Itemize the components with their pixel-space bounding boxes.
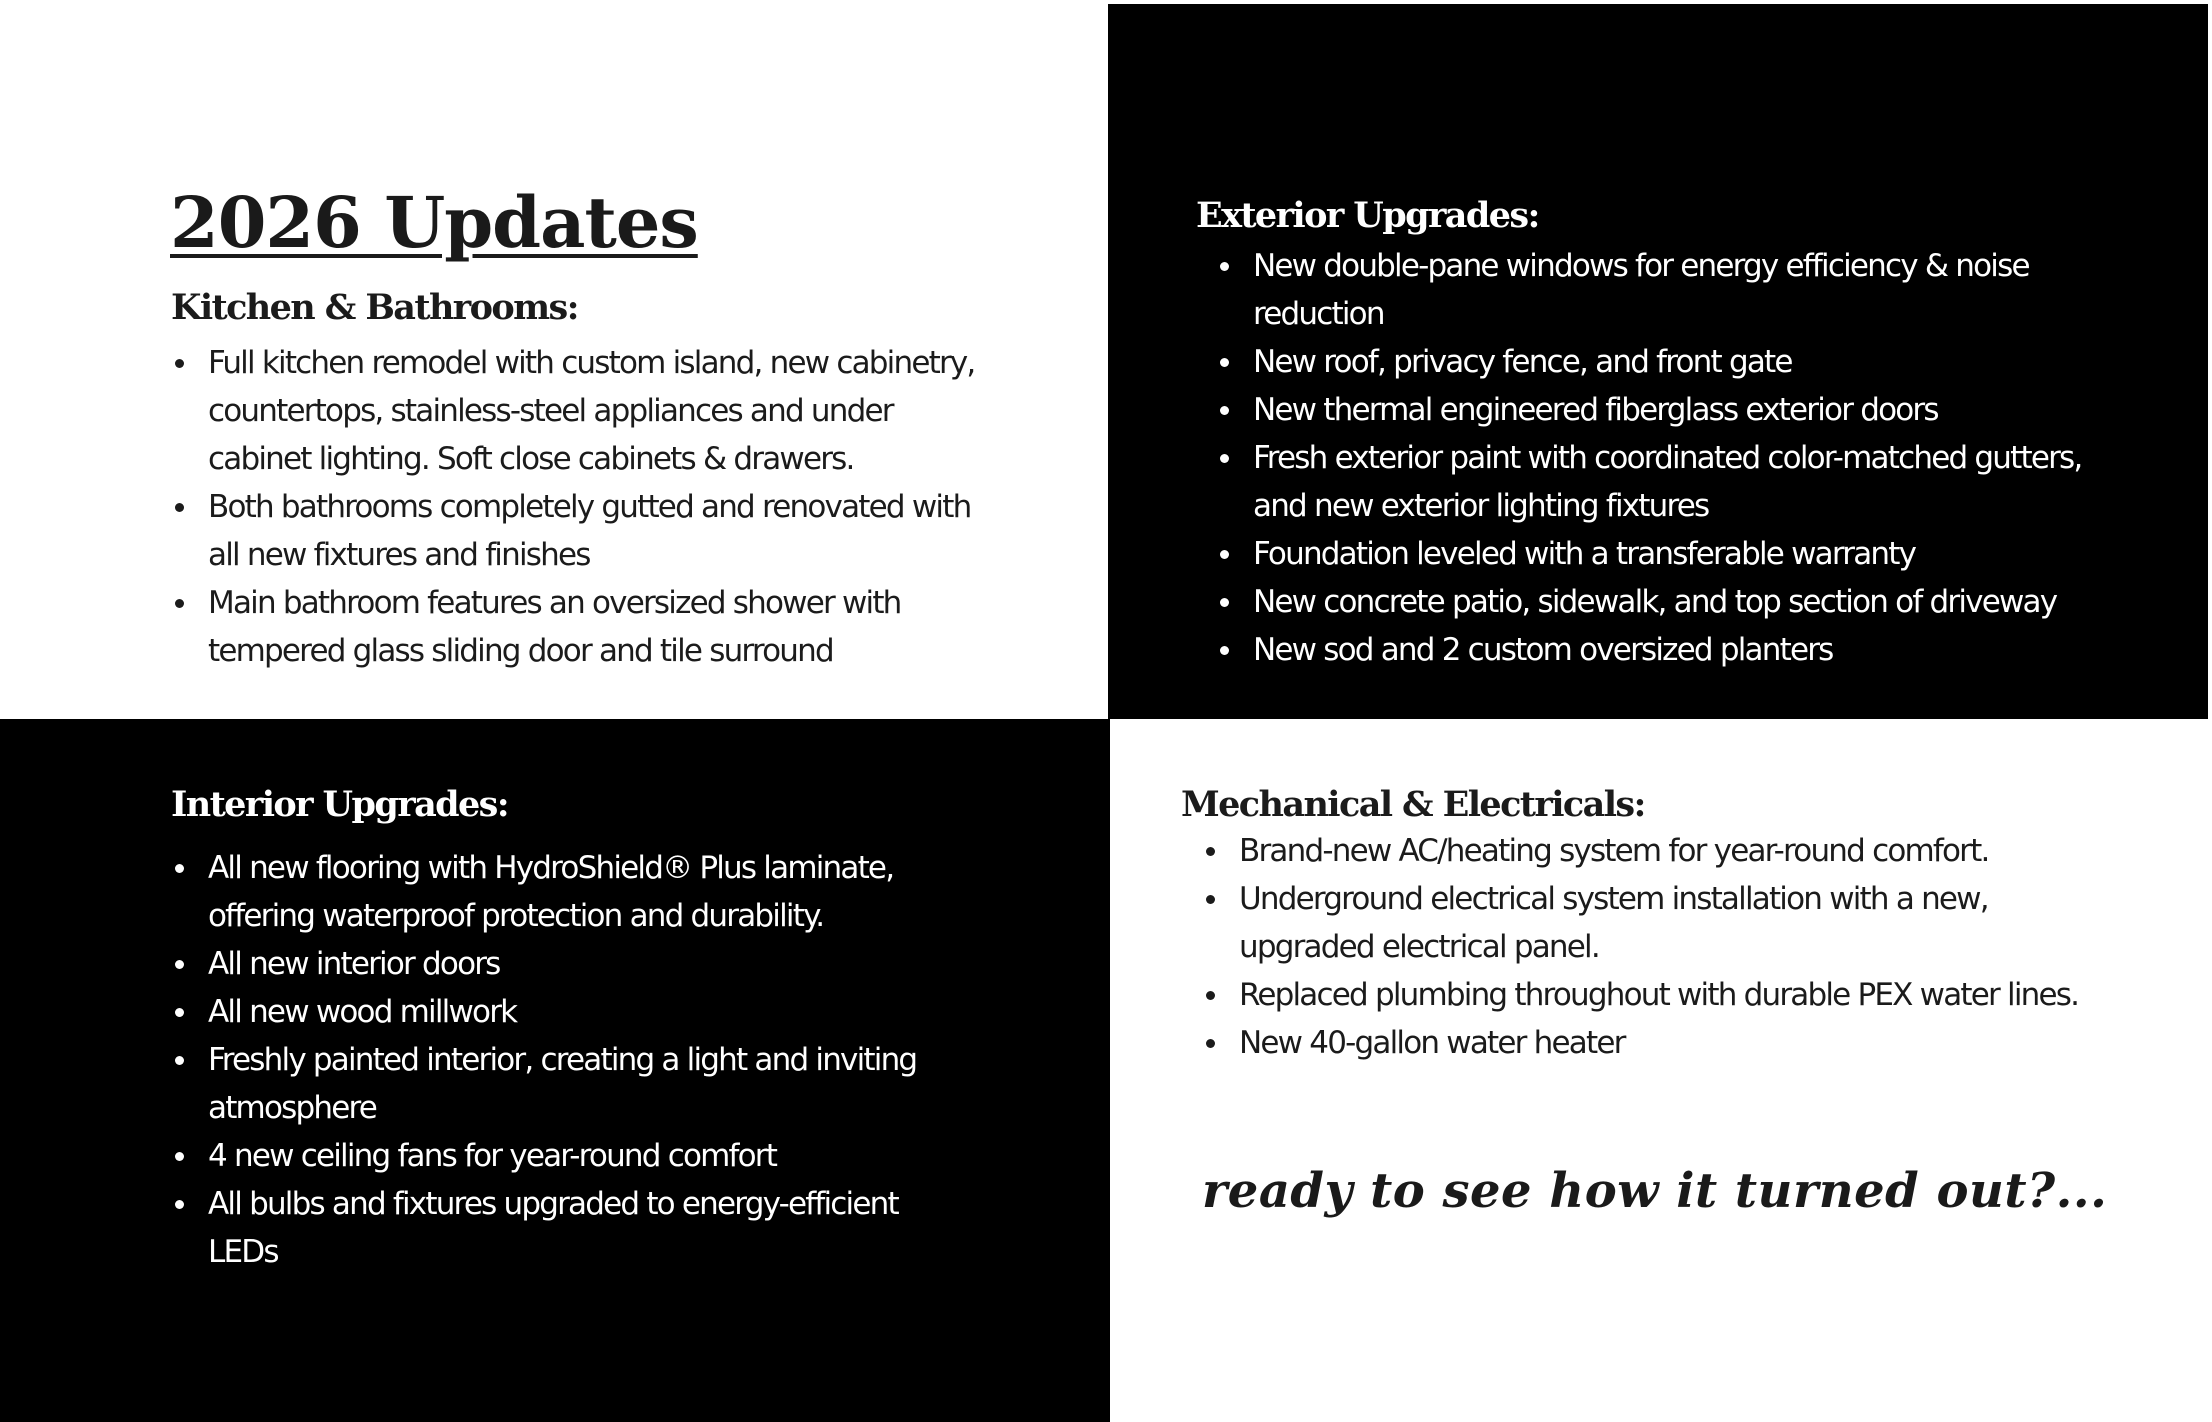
interior-upgrades-heading: Interior Upgrades:	[171, 784, 509, 825]
list-item: Foundation leveled with a transferable warranty	[1217, 530, 2122, 578]
list-item: New roof, privacy fence, and front gate	[1217, 338, 2122, 386]
mechanical-electricals-panel	[1110, 719, 2212, 1422]
list-item: New 40-gallon water heater	[1203, 1019, 2108, 1067]
list-item: Brand-new AC/heating system for year-round comfort.	[1203, 827, 2108, 875]
interior-upgrades-panel	[0, 719, 1110, 1422]
list-item: New concrete patio, sidewalk, and top section of driveway	[1217, 578, 2122, 626]
list-item: New sod and 2 custom oversized planters	[1217, 626, 2122, 674]
list-item: Full kitchen remodel with custom island, new cabinetry, countertops, stainless-steel appliances and under cabinet lighting. Soft close cabinets & drawers.	[172, 339, 1002, 483]
interior-upgrades-list	[172, 844, 972, 1276]
list-item: Main bathroom features an oversized shower with tempered glass sliding door and tile surround	[172, 579, 1002, 675]
mechanical-electricals-list	[1203, 827, 2108, 1067]
page-title: 2026 Updates	[170, 181, 698, 264]
exterior-upgrades-heading: Exterior Upgrades:	[1196, 195, 1539, 236]
list-item: Replaced plumbing throughout with durable PEX water lines.	[1203, 971, 2108, 1019]
list-item: New thermal engineered fiberglass exterior doors	[1217, 386, 2122, 434]
list-item: All new flooring with HydroShield® Plus laminate, offering waterproof protection and durability.	[172, 844, 972, 940]
kitchen-bathrooms-panel	[0, 0, 1108, 719]
list-item: New double-pane windows for energy efficiency & noise reduction	[1217, 242, 2122, 338]
list-item: All new wood millwork	[172, 988, 972, 1036]
list-item: All bulbs and fixtures upgraded to energy-efficient LEDs	[172, 1180, 972, 1276]
list-item: Fresh exterior paint with coordinated color-matched gutters, and new exterior lighting fixtures	[1217, 434, 2122, 530]
mechanical-electricals-heading: Mechanical & Electricals:	[1181, 784, 1645, 825]
closing-tagline: ready to see how it turned out?...	[1202, 1163, 2108, 1219]
kitchen-bathrooms-list	[172, 339, 1002, 675]
exterior-upgrades-panel	[1108, 4, 2208, 719]
kitchen-bathrooms-heading: Kitchen & Bathrooms:	[171, 287, 578, 328]
list-item: Freshly painted interior, creating a light and inviting atmosphere	[172, 1036, 972, 1132]
list-item: All new interior doors	[172, 940, 972, 988]
list-item: 4 new ceiling fans for year-round comfort	[172, 1132, 972, 1180]
list-item: Underground electrical system installation with a new, upgraded electrical panel.	[1203, 875, 2108, 971]
list-item: Both bathrooms completely gutted and renovated with all new fixtures and finishes	[172, 483, 1002, 579]
exterior-upgrades-list	[1217, 242, 2122, 674]
